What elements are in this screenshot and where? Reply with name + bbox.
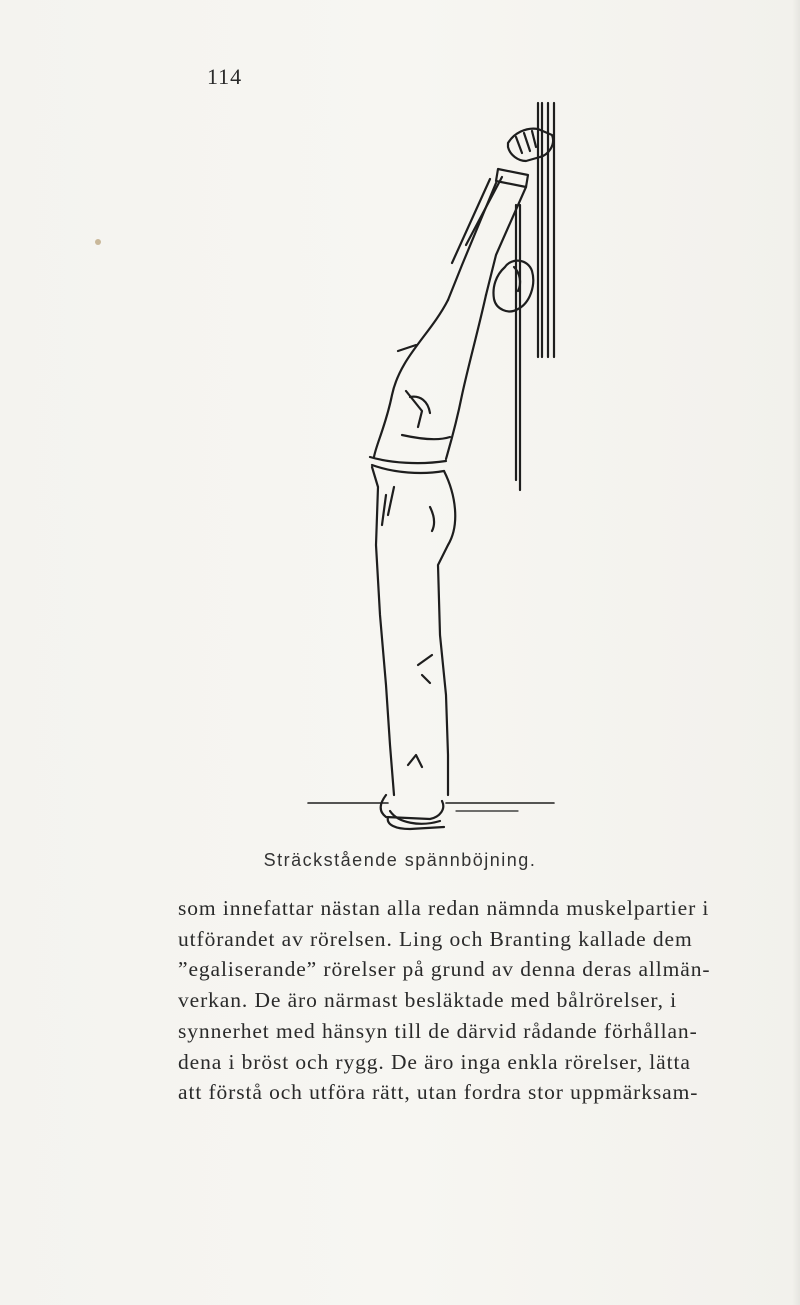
text-line: som innefattar nästan alla redan nämnda muskelpartier i: [178, 896, 710, 920]
body-paragraph: [178, 893, 711, 1108]
text-line: synnerhet med hänsyn till de därvid rådande förhållan-: [178, 1018, 698, 1043]
page-number: 114: [207, 64, 243, 89]
text-line: ”egaliserande” rörelser på grund av denna deras allmän-: [178, 957, 711, 982]
text-line: utförandet av rörelsen. Ling och Branting kallade dem: [178, 926, 693, 951]
text-line: verkan. De äro närmast besläktade med bålrörelser, i: [178, 988, 678, 1013]
person-stretching-at-wall-bars-illustration: [290, 95, 650, 835]
text-line: dena i bröst och rygg. De äro inga enkla rörelser, lätta: [178, 1049, 691, 1074]
page-edge-shadow: [792, 0, 800, 1305]
figure-caption: Sträckstående spännböjning.: [263, 850, 537, 870]
text-line: att förstå och utföra rätt, utan fordra stor uppmärksam-: [178, 1080, 699, 1105]
paper-spot: [95, 239, 101, 245]
